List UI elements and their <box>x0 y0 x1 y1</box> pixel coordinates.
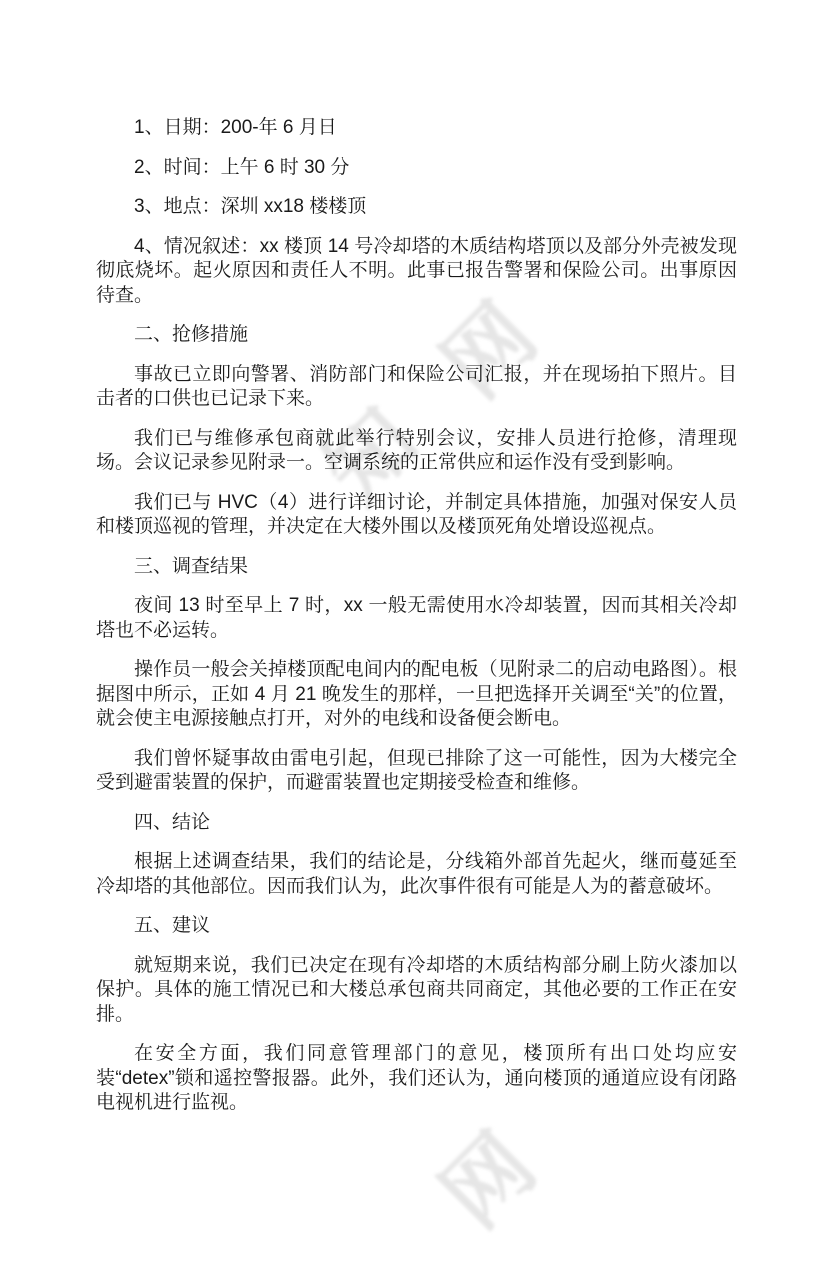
watermark-char: 知 <box>306 391 436 521</box>
paragraph: 夜间 13 时至早上 7 时，xx 一般无需使用水冷却装置，因而其相关冷却塔也不必运转。 <box>96 595 737 641</box>
watermark-char: 网 <box>425 286 555 416</box>
paragraph: 事故已立即向警署、消防部门和保险公司汇报，并在现场拍下照片。目击者的口供也已记录下来。 <box>96 363 737 409</box>
document-body <box>96 116 737 1131</box>
paragraph: 我们已与 HVC（4）进行详细讨论，并制定具体措施，加强对保安人员和楼顶巡视的管理，并决定在大楼外围以及楼顶死角处增设巡视点。 <box>96 491 737 537</box>
list-item: 2、时间：上午 6 时 30 分 <box>134 156 350 178</box>
paragraph: 我们曾怀疑事故由雷电引起，但现已排除了这一可能性，因为大楼完全受到避雷装置的保护，而避雷装置也定期接受检查和维修。 <box>96 747 737 793</box>
paragraph: 根据上述调查结果，我们的结论是，分线箱外部首先起火，继而蔓延至冷却塔的其他部位。因而我们认为，此次事件很有可能是人为的蓄意破坏。 <box>96 851 737 897</box>
list-item: 3、地点：深圳 xx18 楼楼顶 <box>134 196 367 217</box>
paragraph: 4、情况叙述：xx 楼顶 14 号冷却塔的木质结构塔顶以及部分外壳被发现彻底烧坏。起火原因和责任人不明。此事已报告警署和保险公司。出事原因待查。 <box>96 235 737 306</box>
paragraph: 就短期来说，我们已决定在现有冷却塔的木质结构部分刷上防火漆加以保护。具体的施工情况已和大楼总承包商共同商定，其他必要的工作正在安排。 <box>96 954 737 1025</box>
watermark-char: 网 <box>424 1116 554 1246</box>
paragraph: 在安全方面，我们同意管理部门的意见，楼顶所有出口处均应安装“detex”锁和遥控警报器。此外，我们还认为，通向楼顶的通道应设有闭路电视机进行监视。 <box>96 1043 737 1113</box>
heading: 三、调查结果 <box>134 555 249 577</box>
heading: 四、结论 <box>134 811 211 833</box>
heading: 二、抢修措施 <box>134 324 249 345</box>
paragraph: 操作员一般会关掉楼顶配电间内的配电板（见附录二的启动电路图）。根据图中所示，正如 4 月 21 晚发生的那样，一旦把选择开关调至“关”的位置，就会使主电源接触点打开，对外的电线和设备便会断电。 <box>96 659 737 729</box>
heading: 五、建议 <box>134 915 211 936</box>
paragraph: 我们已与维修承包商就此举行特别会议，安排人员进行抢修，清理现场。会议记录参见附录一。空调系统的正常供应和运作没有受到影响。 <box>96 427 737 473</box>
list-item: 1、日期：200-年 6 月日 <box>134 117 337 138</box>
